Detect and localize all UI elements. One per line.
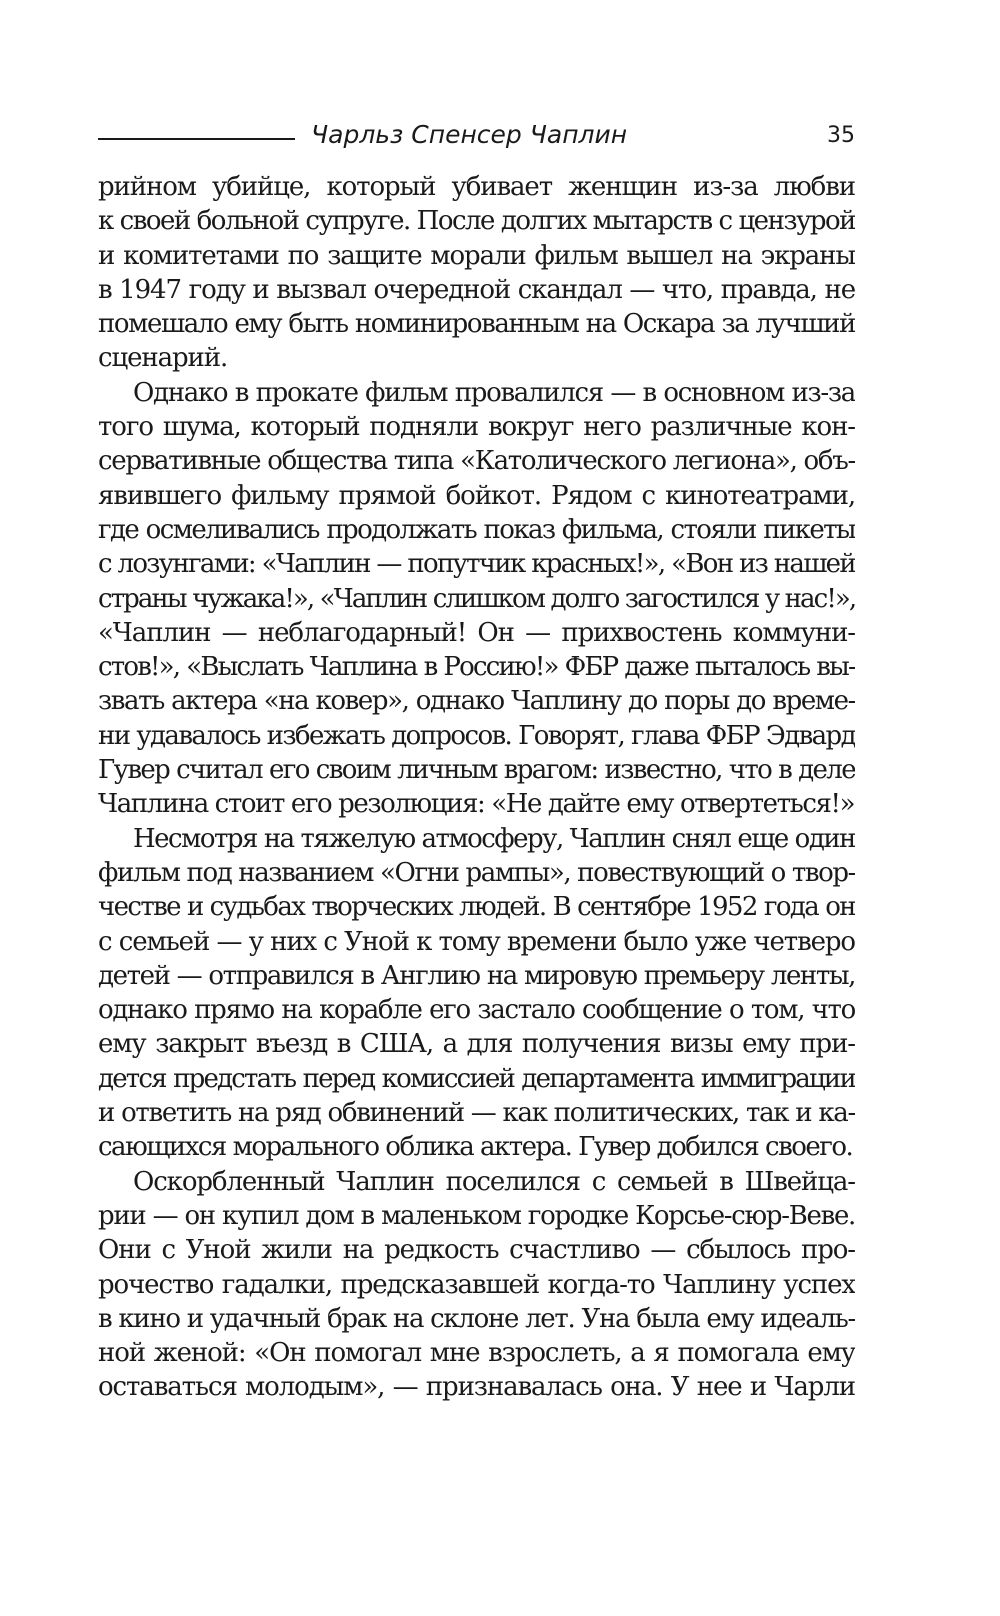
text-line: ной женой: «Он помогал мне взрослеть, а я помогала ему: [98, 1338, 855, 1369]
text-line: того шума, который подняли вокруг него различные кон-: [98, 412, 855, 443]
text-line: где осмеливались продолжать показ фильма, стояли пикеты: [98, 514, 855, 545]
text-line: сервативные общества типа «Католического легиона», объ-: [98, 446, 855, 477]
text-line: Чаплина стоит его резолюция: «Не дайте ему отвертеться!»: [98, 789, 855, 820]
text-line: явившего фильму прямой бойкот. Рядом с кинотеатрами,: [98, 480, 855, 511]
running-title: Чарльз Спенсер Чаплин: [311, 120, 628, 149]
text-line: звать актера «на ковер», однако Чаплину до поры до време-: [98, 686, 855, 717]
text-line: рочество гадалки, предсказавшей когда-то Чаплину успех: [98, 1269, 855, 1300]
paragraph-first-line: Несмотря на тяжелую атмосферу, Чаплин снял еще один: [133, 823, 855, 854]
paragraph-first-line: Однако в прокате фильм провалился — в основном из-за: [133, 377, 855, 408]
text-line: Гувер считал его своим личным врагом: известно, что в деле: [98, 755, 855, 786]
text-line: помешало ему быть номинированным на Оскара за лучший: [98, 309, 855, 340]
text-line: честве и судьбах творческих людей. В сентябре 1952 года он: [98, 892, 855, 923]
running-header: [98, 118, 855, 158]
text-line: оставаться молодым», — признавалась она. У нее и Чарли: [98, 1372, 855, 1403]
text-line: ему закрыт въезд в США, а для получения визы ему при-: [98, 1029, 855, 1060]
text-line: Они с Уной жили на редкость счастливо — сбылось про-: [98, 1235, 855, 1266]
text-line: детей — отправился в Англию на мировую премьеру ленты,: [98, 960, 855, 991]
text-line: сценарий.: [98, 343, 228, 374]
text-line: стов!», «Выслать Чаплина в Россию!» ФБР даже пыталось вы-: [98, 652, 855, 683]
text-line: к своей больной супруге. После долгих мытарств с цензурой: [98, 206, 855, 237]
text-line: и ответить на ряд обвинений — как политических, так и ка-: [98, 1098, 855, 1129]
text-line: страны чужака!», «Чаплин слишком долго загостился у нас!»,: [98, 583, 855, 614]
header-rule: [98, 138, 295, 140]
text-line: рии — он купил дом в маленьком городке Корсье-сюр-Веве.: [98, 1200, 855, 1231]
body-text: [98, 170, 855, 1405]
text-line: однако прямо на корабле его застало сообщение о том, что: [98, 995, 855, 1026]
text-line: фильм под названием «Огни рампы», повествующий о твор-: [98, 857, 855, 888]
text-line: «Чаплин — неблагодарный! Он — прихвостень коммуни-: [98, 617, 855, 648]
text-line: в кино и удачный брак на склоне лет. Уна была ему идеаль-: [98, 1303, 855, 1334]
text-line: рийном убийце, который убивает женщин из-за любви: [98, 172, 855, 202]
text-line: сающихся морального облика актера. Гувер добился своего.: [98, 1132, 853, 1163]
text-line: в 1947 году и вызвал очередной скандал — что, правда, не: [98, 274, 855, 305]
text-line: дется предстать перед комиссией департамента иммиграции: [98, 1063, 855, 1094]
page-number: 35: [827, 123, 855, 148]
text-line: ни удавалось избежать допросов. Говорят, глава ФБР Эдвард: [98, 720, 855, 751]
paragraph-first-line: Оскорбленный Чаплин поселился с семьей в Швейца-: [133, 1166, 855, 1197]
text-line: и комитетами по защите морали фильм вышел на экраны: [98, 240, 855, 271]
text-line: с семьей — у них с Уной к тому времени было уже четверо: [98, 926, 855, 957]
text-line: с лозунгами: «Чаплин — попутчик красных!», «Вон из нашей: [98, 549, 855, 580]
